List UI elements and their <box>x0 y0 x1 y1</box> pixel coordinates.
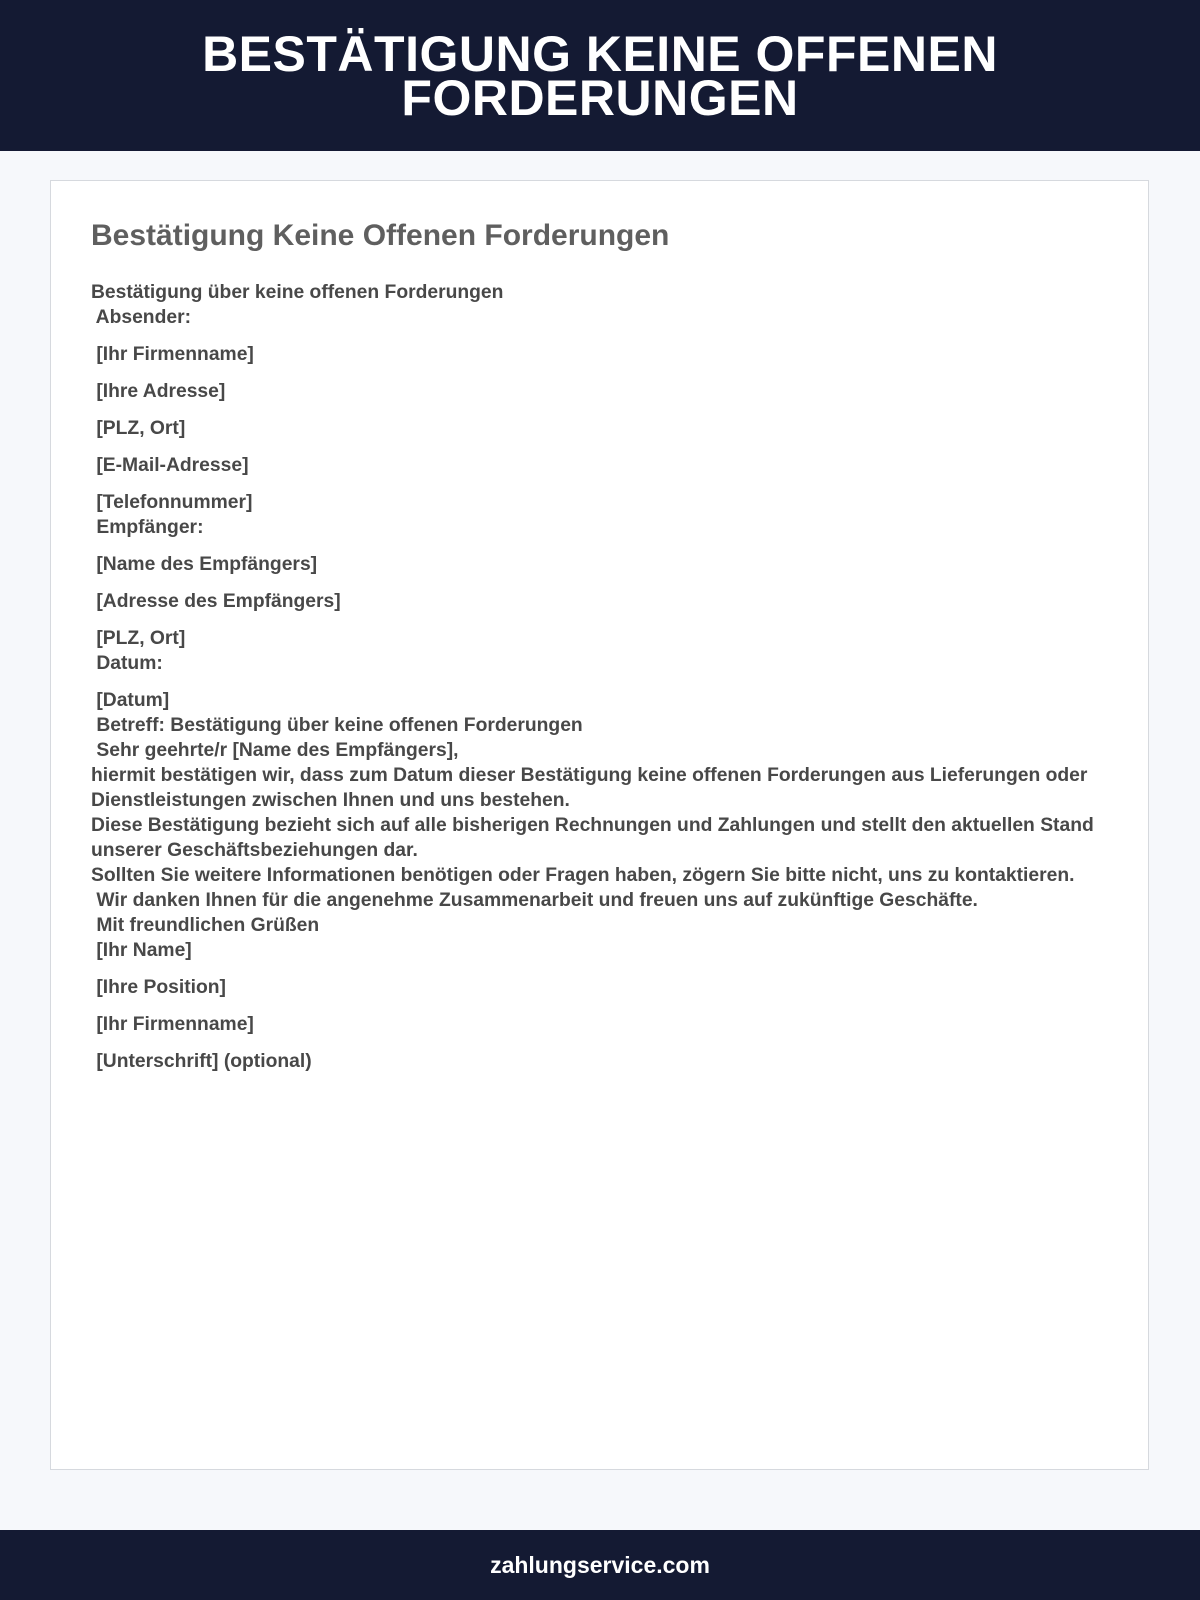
page-footer <box>0 1530 1200 1600</box>
signer-company: [Ihr Firmenname] <box>91 1014 254 1035</box>
page-header <box>0 0 1200 151</box>
letter-subject-heading: Bestätigung über keine offenen Forderungen <box>91 282 504 303</box>
date-value: [Datum] <box>91 690 170 711</box>
thanks-line: Wir danken Ihnen für die angenehme Zusammenarbeit und freuen uns auf zukünftige Geschäfte. <box>91 890 978 911</box>
sender-company: [Ihr Firmenname] <box>91 344 254 365</box>
recipient-label: Empfänger: <box>91 517 204 538</box>
sender-phone: [Telefonnummer] <box>91 492 253 513</box>
recipient-address: [Adresse des Empfängers] <box>91 591 341 612</box>
body-paragraph-1: hiermit bestätigen wir, dass zum Datum dieser Bestätigung keine offenen Forderungen aus Lieferungen oder Dienstleistungen zwischen Ihnen und uns bestehen. <box>91 765 1088 811</box>
page-title: BESTÄTIGUNG KEINE OFFENEN FORDERUNGEN <box>202 25 998 126</box>
letter-body <box>91 280 1101 1074</box>
date-label: Datum: <box>91 653 163 674</box>
footer-site: zahlungservice.com <box>490 1551 710 1578</box>
signature-line: [Unterschrift] (optional) <box>91 1051 312 1072</box>
recipient-city: [PLZ, Ort] <box>91 628 186 649</box>
sender-email: [E-Mail-Adresse] <box>91 455 249 476</box>
body-paragraph-3: Sollten Sie weitere Informationen benötigen oder Fragen haben, zögern Sie bitte nicht, uns zu kontaktieren. <box>91 865 1075 886</box>
subject-line: Betreff: Bestätigung über keine offenen Forderungen <box>91 715 583 736</box>
sender-address: [Ihre Adresse] <box>91 381 226 402</box>
body-paragraph-2: Diese Bestätigung bezieht sich auf alle bisherigen Rechnungen und Zahlungen und stellt den aktuellen Stand unserer Geschäftsbeziehungen dar. <box>91 815 1094 861</box>
sender-city: [PLZ, Ort] <box>91 418 186 439</box>
document-title: Bestätigung Keine Offenen Forderungen <box>91 219 670 252</box>
salutation: Sehr geehrte/r [Name des Empfängers], <box>91 740 459 761</box>
document-card <box>50 180 1149 1470</box>
signer-position: [Ihre Position] <box>91 977 226 998</box>
closing-line: Mit freundlichen Grüßen <box>91 915 320 936</box>
sender-label: Absender: <box>91 307 191 328</box>
recipient-name: [Name des Empfängers] <box>91 554 318 575</box>
signer-name: [Ihr Name] <box>91 940 192 961</box>
